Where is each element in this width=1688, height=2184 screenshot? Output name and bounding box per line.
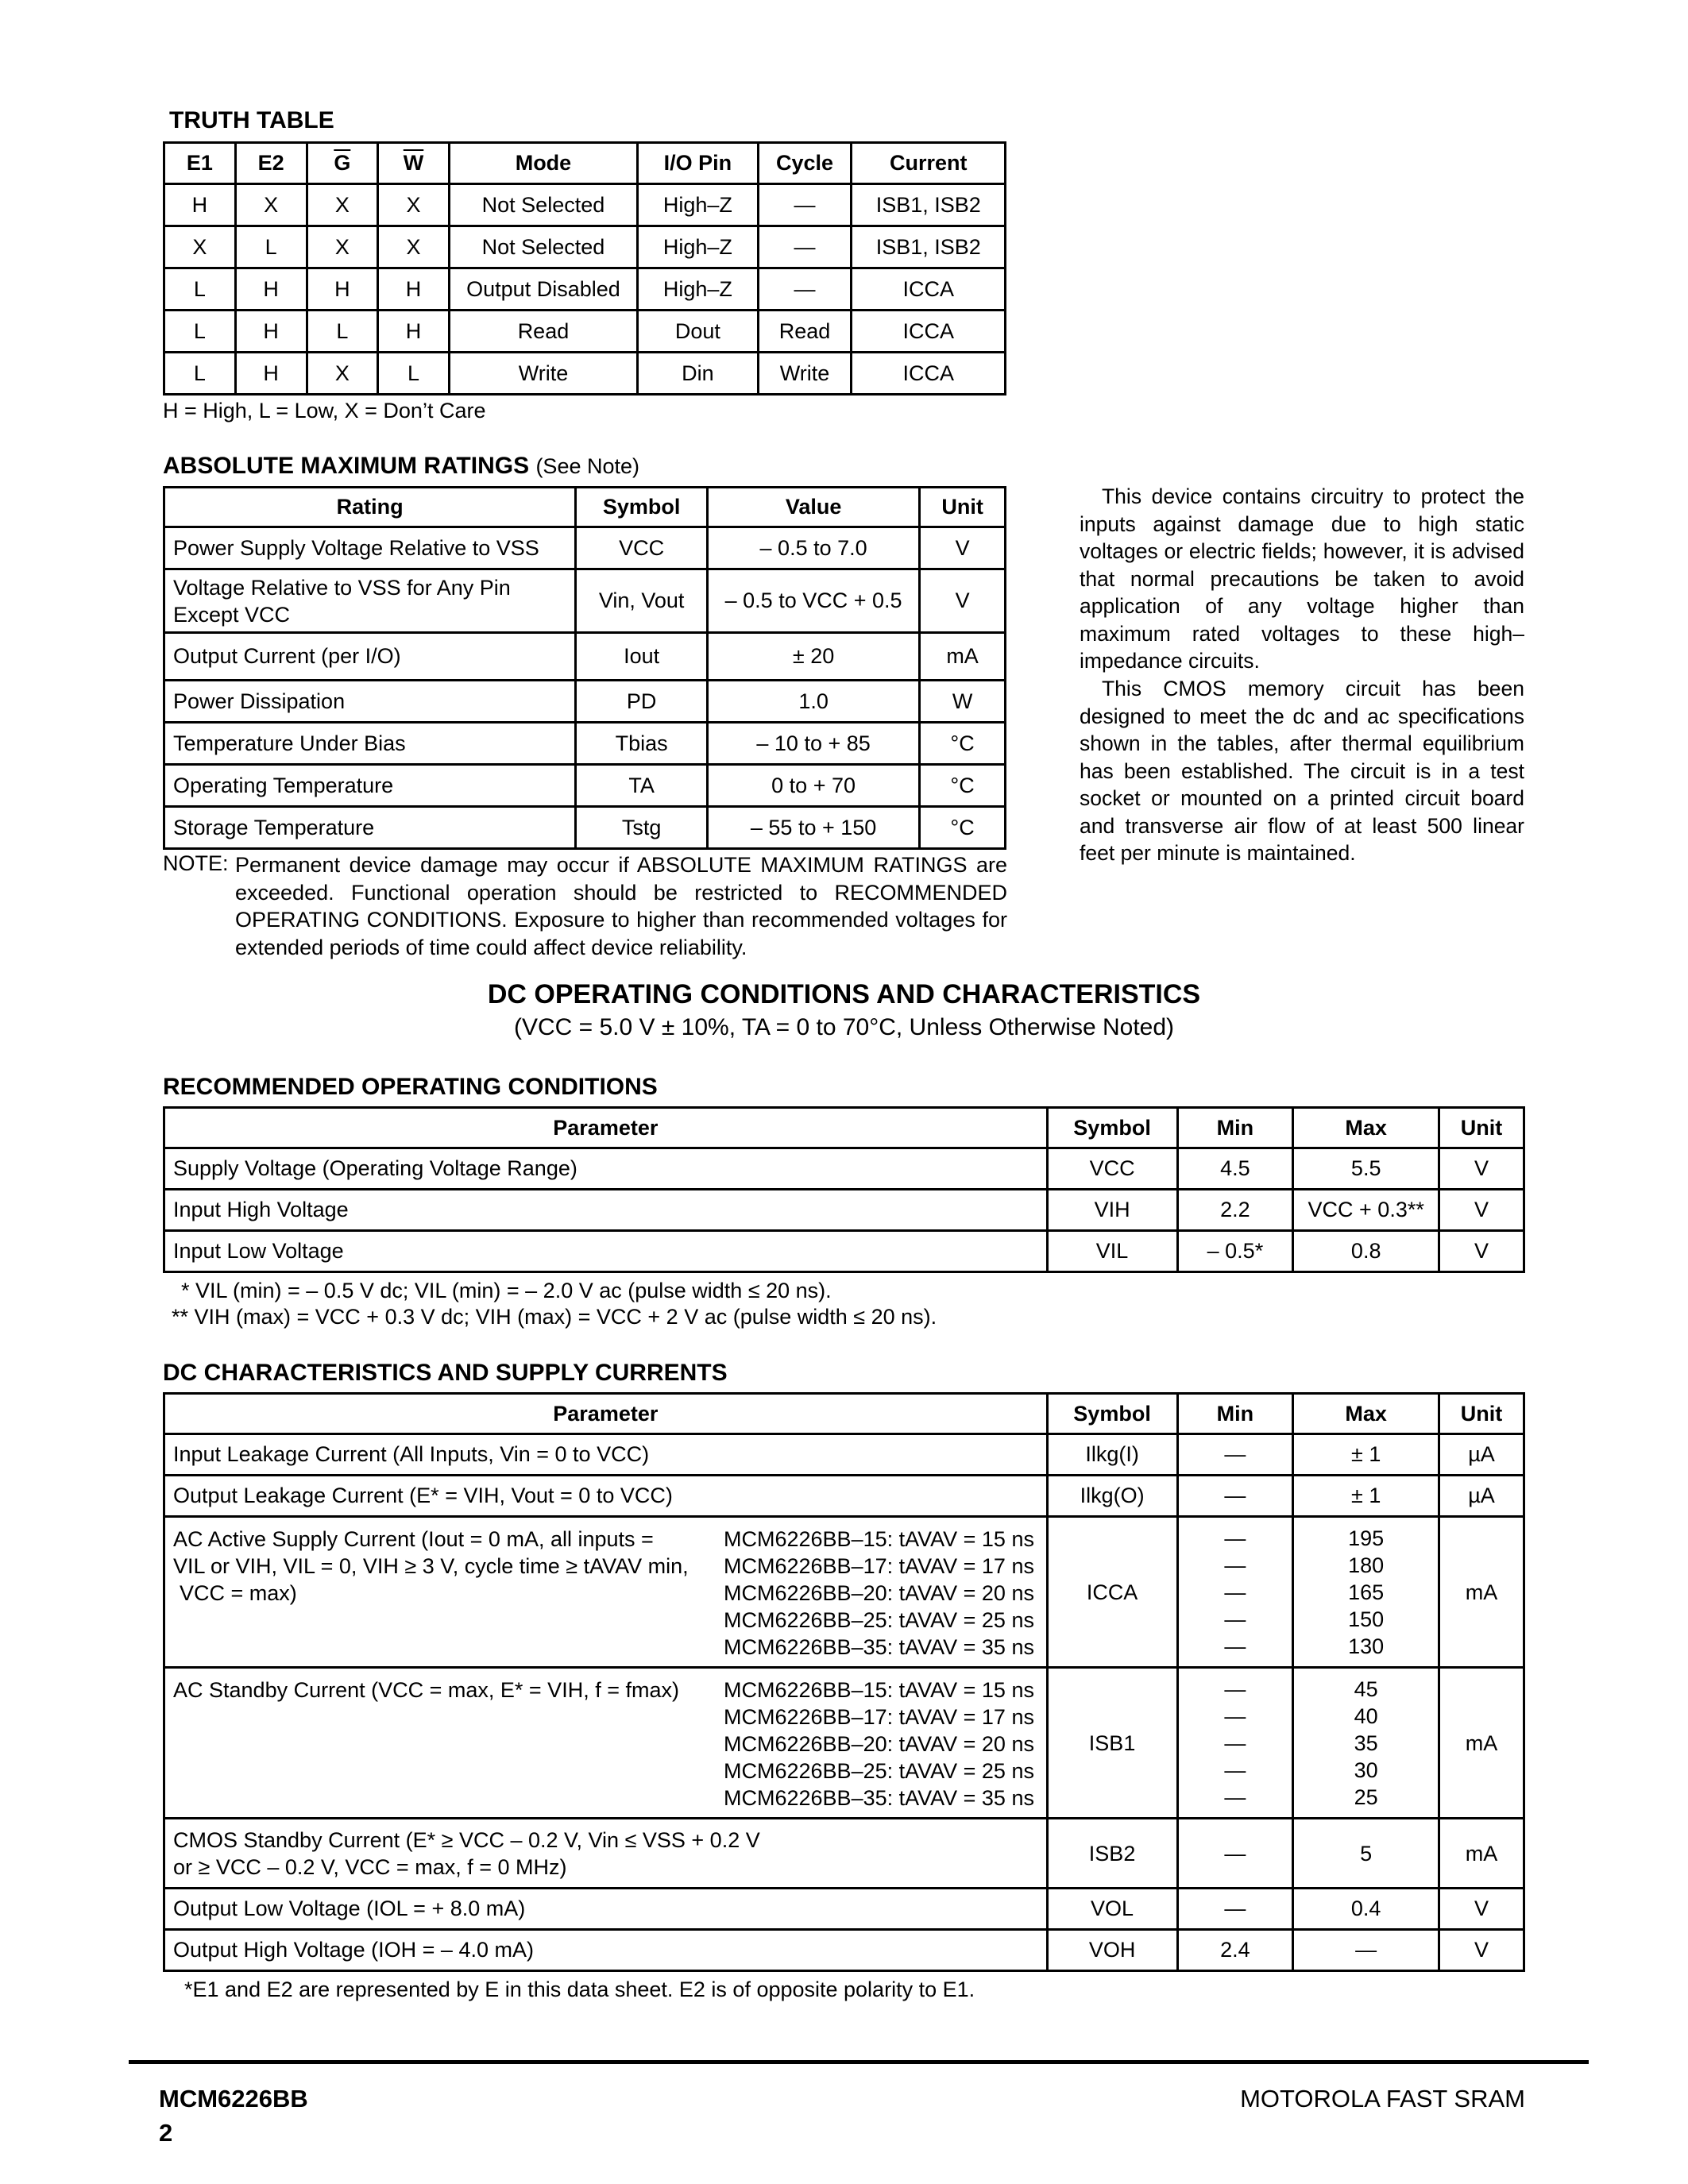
truth-table-header bbox=[164, 143, 1006, 184]
dc-char-title: DC CHARACTERISTICS AND SUPPLY CURRENTS bbox=[163, 1360, 728, 1386]
value-line: — bbox=[1224, 1607, 1246, 1631]
table-cell: VIH bbox=[1047, 1190, 1177, 1231]
table-cell: Not Selected bbox=[449, 226, 637, 268]
table-cell: VIL bbox=[1047, 1231, 1177, 1272]
value-line: 40 bbox=[1354, 1704, 1378, 1728]
table-cell: 0.8 bbox=[1293, 1231, 1439, 1272]
part-line: MCM6226BB–20: tAVAV = 20 ns bbox=[724, 1732, 1034, 1756]
table-cell: Ilkg(O) bbox=[1047, 1476, 1177, 1517]
dc-char-header bbox=[164, 1394, 1524, 1434]
column-header: Unit bbox=[1439, 1108, 1524, 1148]
table-cell: ICCA bbox=[852, 353, 1006, 395]
column-header: Unit bbox=[920, 488, 1006, 527]
column-header: Symbol bbox=[1047, 1108, 1177, 1148]
table-cell: – 0.5* bbox=[1177, 1231, 1293, 1272]
part-line: MCM6226BB–17: tAVAV = 17 ns bbox=[724, 1554, 1034, 1578]
table-cell bbox=[164, 1668, 1048, 1819]
truth-table bbox=[163, 141, 1006, 396]
table-row bbox=[164, 1889, 1524, 1930]
table-row bbox=[164, 765, 1006, 807]
table-cell: PD bbox=[576, 681, 708, 723]
table-cell: — bbox=[1293, 1930, 1439, 1971]
table-cell: mA bbox=[1439, 1668, 1524, 1819]
table-cell bbox=[1177, 1668, 1293, 1819]
table-cell: H bbox=[235, 268, 307, 311]
table-cell: X bbox=[307, 226, 378, 268]
table-cell: 1.0 bbox=[708, 681, 920, 723]
table-cell: Input High Voltage bbox=[164, 1190, 1048, 1231]
rec-op-title: RECOMMENDED OPERATING CONDITIONS bbox=[163, 1074, 658, 1100]
part-line: MCM6226BB–35: tAVAV = 35 ns bbox=[724, 1786, 1034, 1810]
value-line: 45 bbox=[1354, 1677, 1378, 1701]
part-line: MCM6226BB–25: tAVAV = 25 ns bbox=[724, 1759, 1034, 1783]
table-cell: Power Dissipation bbox=[164, 681, 576, 723]
table-row bbox=[164, 569, 1006, 633]
table-cell: — bbox=[1177, 1819, 1293, 1889]
table-row bbox=[164, 681, 1006, 723]
table-cell: — bbox=[1177, 1476, 1293, 1517]
table-row bbox=[164, 723, 1006, 765]
value-line: 25 bbox=[1354, 1785, 1378, 1809]
table-cell: 5.5 bbox=[1293, 1148, 1439, 1190]
value-line: — bbox=[1224, 1677, 1246, 1701]
table-cell: L bbox=[378, 353, 450, 395]
table-row bbox=[164, 1517, 1524, 1668]
column-header: Symbol bbox=[576, 488, 708, 527]
table-cell: V bbox=[1439, 1148, 1524, 1190]
value-line: — bbox=[1224, 1526, 1246, 1550]
table-row bbox=[164, 633, 1006, 681]
value-line: 180 bbox=[1348, 1553, 1385, 1577]
table-cell: High–Z bbox=[638, 268, 759, 311]
table-cell: Iout bbox=[576, 633, 708, 681]
column-header: Symbol bbox=[1047, 1394, 1177, 1434]
footer-page-number: 2 bbox=[159, 2119, 173, 2147]
table-row bbox=[164, 1476, 1524, 1517]
truth-table-title: TRUTH TABLE bbox=[169, 107, 334, 133]
table-cell: V bbox=[1439, 1190, 1524, 1231]
table-cell: V bbox=[1439, 1930, 1524, 1971]
column-header: $\overline{G}$ bbox=[307, 143, 378, 184]
part-line: MCM6226BB–25: tAVAV = 25 ns bbox=[724, 1608, 1034, 1632]
column-header: Max bbox=[1293, 1394, 1439, 1434]
column-header: I/O Pin bbox=[638, 143, 759, 184]
table-cell: ICCA bbox=[1047, 1517, 1177, 1668]
table-cell: V bbox=[1439, 1231, 1524, 1272]
column-header: E1 bbox=[164, 143, 236, 184]
rec-op-footnote-2: ** VIH (max) = VCC + 0.3 V dc; VIH (max) = VCC + 2 V ac (pulse width ≤ 20 ns). bbox=[172, 1305, 937, 1329]
table-cell: X bbox=[378, 226, 450, 268]
abs-max-title: ABSOLUTE MAXIMUM RATINGS bbox=[163, 453, 530, 479]
abs-max-note-label: NOTE: bbox=[163, 851, 229, 875]
table-cell: °C bbox=[920, 807, 1006, 849]
footer-part-number: MCM6226BB bbox=[159, 2085, 308, 2113]
table-row bbox=[164, 1231, 1524, 1272]
table-cell: – 0.5 to VCC + 0.5 bbox=[708, 569, 920, 633]
table-cell: H bbox=[378, 268, 450, 311]
abs-max-note-text: Permanent device damage may occur if ABSOLUTE MAXIMUM RATINGS are exceeded. Functional operation should be restricted to RECOMMENDED OPERATING CONDITIONS. Exposure to higher than recommended voltages for extended periods of time could affect device reliability. bbox=[235, 853, 1007, 959]
table-cell: H bbox=[235, 353, 307, 395]
column-header: E2 bbox=[235, 143, 307, 184]
column-header: Parameter bbox=[164, 1394, 1048, 1434]
table-cell: V bbox=[920, 569, 1006, 633]
footer-brand: MOTOROLA FAST SRAM bbox=[1240, 2085, 1525, 2113]
column-header: $\overline{W}$ bbox=[378, 143, 450, 184]
table-cell: ICCA bbox=[852, 268, 1006, 311]
table-cell: — bbox=[1177, 1889, 1293, 1930]
table-row bbox=[164, 1190, 1524, 1231]
table-cell: — bbox=[1177, 1434, 1293, 1476]
table-cell: Voltage Relative to VSS for Any Pin Except VCC bbox=[164, 569, 576, 633]
table-cell bbox=[164, 1819, 1048, 1889]
table-cell: Tbias bbox=[576, 723, 708, 765]
table-cell: µA bbox=[1439, 1434, 1524, 1476]
column-header: Unit bbox=[1439, 1394, 1524, 1434]
table-cell: ISB1, ISB2 bbox=[852, 184, 1006, 226]
table-cell: L bbox=[164, 311, 236, 353]
abs-max-title-note: (See Note) bbox=[535, 454, 639, 478]
abs-max-table bbox=[163, 486, 1006, 850]
table-cell: Temperature Under Bias bbox=[164, 723, 576, 765]
table-cell: – 10 to + 85 bbox=[708, 723, 920, 765]
part-list bbox=[724, 1677, 1034, 1812]
table-cell: 2.2 bbox=[1177, 1190, 1293, 1231]
table-cell: X bbox=[164, 226, 236, 268]
value-line: 130 bbox=[1348, 1634, 1385, 1658]
table-cell: Din bbox=[638, 353, 759, 395]
table-cell: H bbox=[164, 184, 236, 226]
column-header: Rating bbox=[164, 488, 576, 527]
table-cell: Vin, Vout bbox=[576, 569, 708, 633]
table-cell: V bbox=[1439, 1889, 1524, 1930]
table-cell: — bbox=[758, 184, 852, 226]
part-list bbox=[724, 1526, 1034, 1661]
table-cell: Output Leakage Current (E* = VIH, Vout = 0 to VCC) bbox=[164, 1476, 1048, 1517]
table-cell: ISB1 bbox=[1047, 1668, 1177, 1819]
column-header: Current bbox=[852, 143, 1006, 184]
table-cell: X bbox=[307, 353, 378, 395]
table-row bbox=[164, 1930, 1524, 1971]
table-cell: Dout bbox=[638, 311, 759, 353]
rec-op-table bbox=[163, 1106, 1525, 1273]
part-line: MCM6226BB–20: tAVAV = 20 ns bbox=[724, 1581, 1034, 1605]
table-cell: µA bbox=[1439, 1476, 1524, 1517]
table-row bbox=[164, 1434, 1524, 1476]
side-paragraph-1: This device contains circuitry to protect the inputs against damage due to high static voltages or electric fields; however, it is advised that normal precautions be taken to avoid application of any voltage higher than maximum rated voltages to these high–impedance circuits. bbox=[1080, 484, 1524, 673]
table-cell: ± 1 bbox=[1293, 1434, 1439, 1476]
abs-max-header bbox=[164, 488, 1006, 527]
table-cell: Write bbox=[758, 353, 852, 395]
table-cell: VCC + 0.3** bbox=[1293, 1190, 1439, 1231]
footer-rule bbox=[129, 2060, 1589, 2064]
table-row bbox=[164, 353, 1006, 395]
abs-max-heading bbox=[163, 453, 639, 480]
table-cell: mA bbox=[1439, 1517, 1524, 1668]
dc-char-table bbox=[163, 1392, 1525, 1972]
table-cell: X bbox=[378, 184, 450, 226]
table-cell: Read bbox=[758, 311, 852, 353]
table-cell: Not Selected bbox=[449, 184, 637, 226]
column-header: Min bbox=[1177, 1108, 1293, 1148]
table-row bbox=[164, 268, 1006, 311]
table-cell: 5 bbox=[1293, 1819, 1439, 1889]
rec-op-footnote-1: * VIL (min) = – 0.5 V dc; VIL (min) = – 2.0 V ac (pulse width ≤ 20 ns). bbox=[181, 1279, 832, 1302]
value-line: — bbox=[1224, 1758, 1246, 1782]
table-cell: °C bbox=[920, 765, 1006, 807]
table-cell: VOL bbox=[1047, 1889, 1177, 1930]
part-line: MCM6226BB–15: tAVAV = 15 ns bbox=[724, 1678, 1034, 1702]
table-cell: L bbox=[164, 268, 236, 311]
column-header: Min bbox=[1177, 1394, 1293, 1434]
dc-char-footnote: *E1 and E2 are represented by E in this data sheet. E2 is of opposite polarity to E1. bbox=[184, 1978, 975, 2001]
table-cell: – 55 to + 150 bbox=[708, 807, 920, 849]
table-cell bbox=[164, 1517, 1048, 1668]
table-cell: – 0.5 to 7.0 bbox=[708, 527, 920, 569]
column-header: Max bbox=[1293, 1108, 1439, 1148]
column-header: Value bbox=[708, 488, 920, 527]
value-line: — bbox=[1224, 1634, 1246, 1658]
table-cell: L bbox=[235, 226, 307, 268]
table-cell: 4.5 bbox=[1177, 1148, 1293, 1190]
table-cell: Tstg bbox=[576, 807, 708, 849]
table-cell: L bbox=[307, 311, 378, 353]
table-cell: ICCA bbox=[852, 311, 1006, 353]
table-cell: H bbox=[235, 311, 307, 353]
table-cell: ISB2 bbox=[1047, 1819, 1177, 1889]
dc-section-title: DC OPERATING CONDITIONS AND CHARACTERISTICS bbox=[487, 979, 1201, 1009]
table-cell: X bbox=[235, 184, 307, 226]
table-cell: Output High Voltage (IOH = – 4.0 mA) bbox=[164, 1930, 1048, 1971]
table-row bbox=[164, 226, 1006, 268]
table-cell: H bbox=[307, 268, 378, 311]
table-cell: L bbox=[164, 353, 236, 395]
table-cell: V bbox=[920, 527, 1006, 569]
table-cell: VCC bbox=[576, 527, 708, 569]
value-line: — bbox=[1224, 1731, 1246, 1755]
column-header: Cycle bbox=[758, 143, 852, 184]
value-line: 150 bbox=[1348, 1607, 1385, 1631]
table-row bbox=[164, 527, 1006, 569]
table-cell: High–Z bbox=[638, 184, 759, 226]
table-cell: ± 20 bbox=[708, 633, 920, 681]
param-line: CMOS Standby Current (E* ≥ VCC – 0.2 V, Vin ≤ VSS + 0.2 V bbox=[173, 1827, 760, 1852]
table-cell: 2.4 bbox=[1177, 1930, 1293, 1971]
value-line: 195 bbox=[1348, 1526, 1385, 1550]
value-line: — bbox=[1224, 1785, 1246, 1809]
table-cell: Input Low Voltage bbox=[164, 1231, 1048, 1272]
table-cell: Output Disabled bbox=[449, 268, 637, 311]
table-cell: Output Low Voltage (IOL = + 8.0 mA) bbox=[164, 1889, 1048, 1930]
param-line: VIL or VIH, VIL = 0, VIH ≥ 3 V, cycle time ≥ tAVAV min, bbox=[173, 1554, 689, 1578]
column-header: Mode bbox=[449, 143, 637, 184]
table-cell: Input Leakage Current (All Inputs, Vin = 0 to VCC) bbox=[164, 1434, 1048, 1476]
table-cell bbox=[1177, 1517, 1293, 1668]
table-cell: Operating Temperature bbox=[164, 765, 576, 807]
table-cell: ± 1 bbox=[1293, 1476, 1439, 1517]
table-row bbox=[164, 1819, 1524, 1889]
table-cell: TA bbox=[576, 765, 708, 807]
column-header: Parameter bbox=[164, 1108, 1048, 1148]
table-cell: 0.4 bbox=[1293, 1889, 1439, 1930]
table-cell: 0 to + 70 bbox=[708, 765, 920, 807]
table-row bbox=[164, 311, 1006, 353]
value-line: 35 bbox=[1354, 1731, 1378, 1755]
table-cell: Supply Voltage (Operating Voltage Range) bbox=[164, 1148, 1048, 1190]
truth-table-legend: H = High, L = Low, X = Don’t Care bbox=[163, 399, 486, 423]
table-cell: Write bbox=[449, 353, 637, 395]
table-row bbox=[164, 1148, 1524, 1190]
table-cell: — bbox=[758, 268, 852, 311]
value-line: 30 bbox=[1354, 1758, 1378, 1782]
table-cell: °C bbox=[920, 723, 1006, 765]
table-cell: mA bbox=[920, 633, 1006, 681]
value-line: — bbox=[1224, 1580, 1246, 1604]
table-cell: ISB1, ISB2 bbox=[852, 226, 1006, 268]
table-cell: Read bbox=[449, 311, 637, 353]
table-row bbox=[164, 1668, 1524, 1819]
table-row bbox=[164, 807, 1006, 849]
table-cell: H bbox=[378, 311, 450, 353]
table-cell: Storage Temperature bbox=[164, 807, 576, 849]
table-cell bbox=[1293, 1517, 1439, 1668]
table-cell: VOH bbox=[1047, 1930, 1177, 1971]
part-line: MCM6226BB–15: tAVAV = 15 ns bbox=[724, 1527, 1034, 1551]
side-paragraph-2: This CMOS memory circuit has been designed to meet the dc and ac specifications shown in the tables, after thermal equilibrium has been established. The circuit is in a test socket or mounted on a printed circuit board and transverse air flow of at least 500 linear feet per minute is maintained. bbox=[1080, 677, 1524, 865]
table-cell: X bbox=[307, 184, 378, 226]
table-cell: High–Z bbox=[638, 226, 759, 268]
param-text: AC Standby Current (VCC = max, E* = VIH, f = fmax) bbox=[173, 1678, 679, 1702]
table-cell: mA bbox=[1439, 1819, 1524, 1889]
value-line: 165 bbox=[1348, 1580, 1385, 1604]
rec-op-header bbox=[164, 1108, 1524, 1148]
table-cell: Output Current (per I/O) bbox=[164, 633, 576, 681]
table-cell: VCC bbox=[1047, 1148, 1177, 1190]
table-cell: Power Supply Voltage Relative to VSS bbox=[164, 527, 576, 569]
table-row bbox=[164, 184, 1006, 226]
table-cell: W bbox=[920, 681, 1006, 723]
value-line: — bbox=[1224, 1704, 1246, 1728]
dc-section-subtitle: (VCC = 5.0 V ± 10%, TA = 0 to 70°C, Unless Otherwise Noted) bbox=[513, 1014, 1175, 1040]
param-line: AC Active Supply Current (Iout = 0 mA, all inputs = bbox=[173, 1527, 654, 1551]
param-text bbox=[173, 1526, 713, 1607]
table-cell: — bbox=[758, 226, 852, 268]
value-line: — bbox=[1224, 1553, 1246, 1577]
part-line: MCM6226BB–17: tAVAV = 17 ns bbox=[724, 1705, 1034, 1729]
table-cell bbox=[1293, 1668, 1439, 1819]
part-line: MCM6226BB–35: tAVAV = 35 ns bbox=[724, 1635, 1034, 1659]
param-line: or ≥ VCC – 0.2 V, VCC = max, f = 0 MHz) bbox=[173, 1854, 567, 1879]
param-line: VCC = max) bbox=[180, 1581, 297, 1605]
table-cell: Ilkg(I) bbox=[1047, 1434, 1177, 1476]
